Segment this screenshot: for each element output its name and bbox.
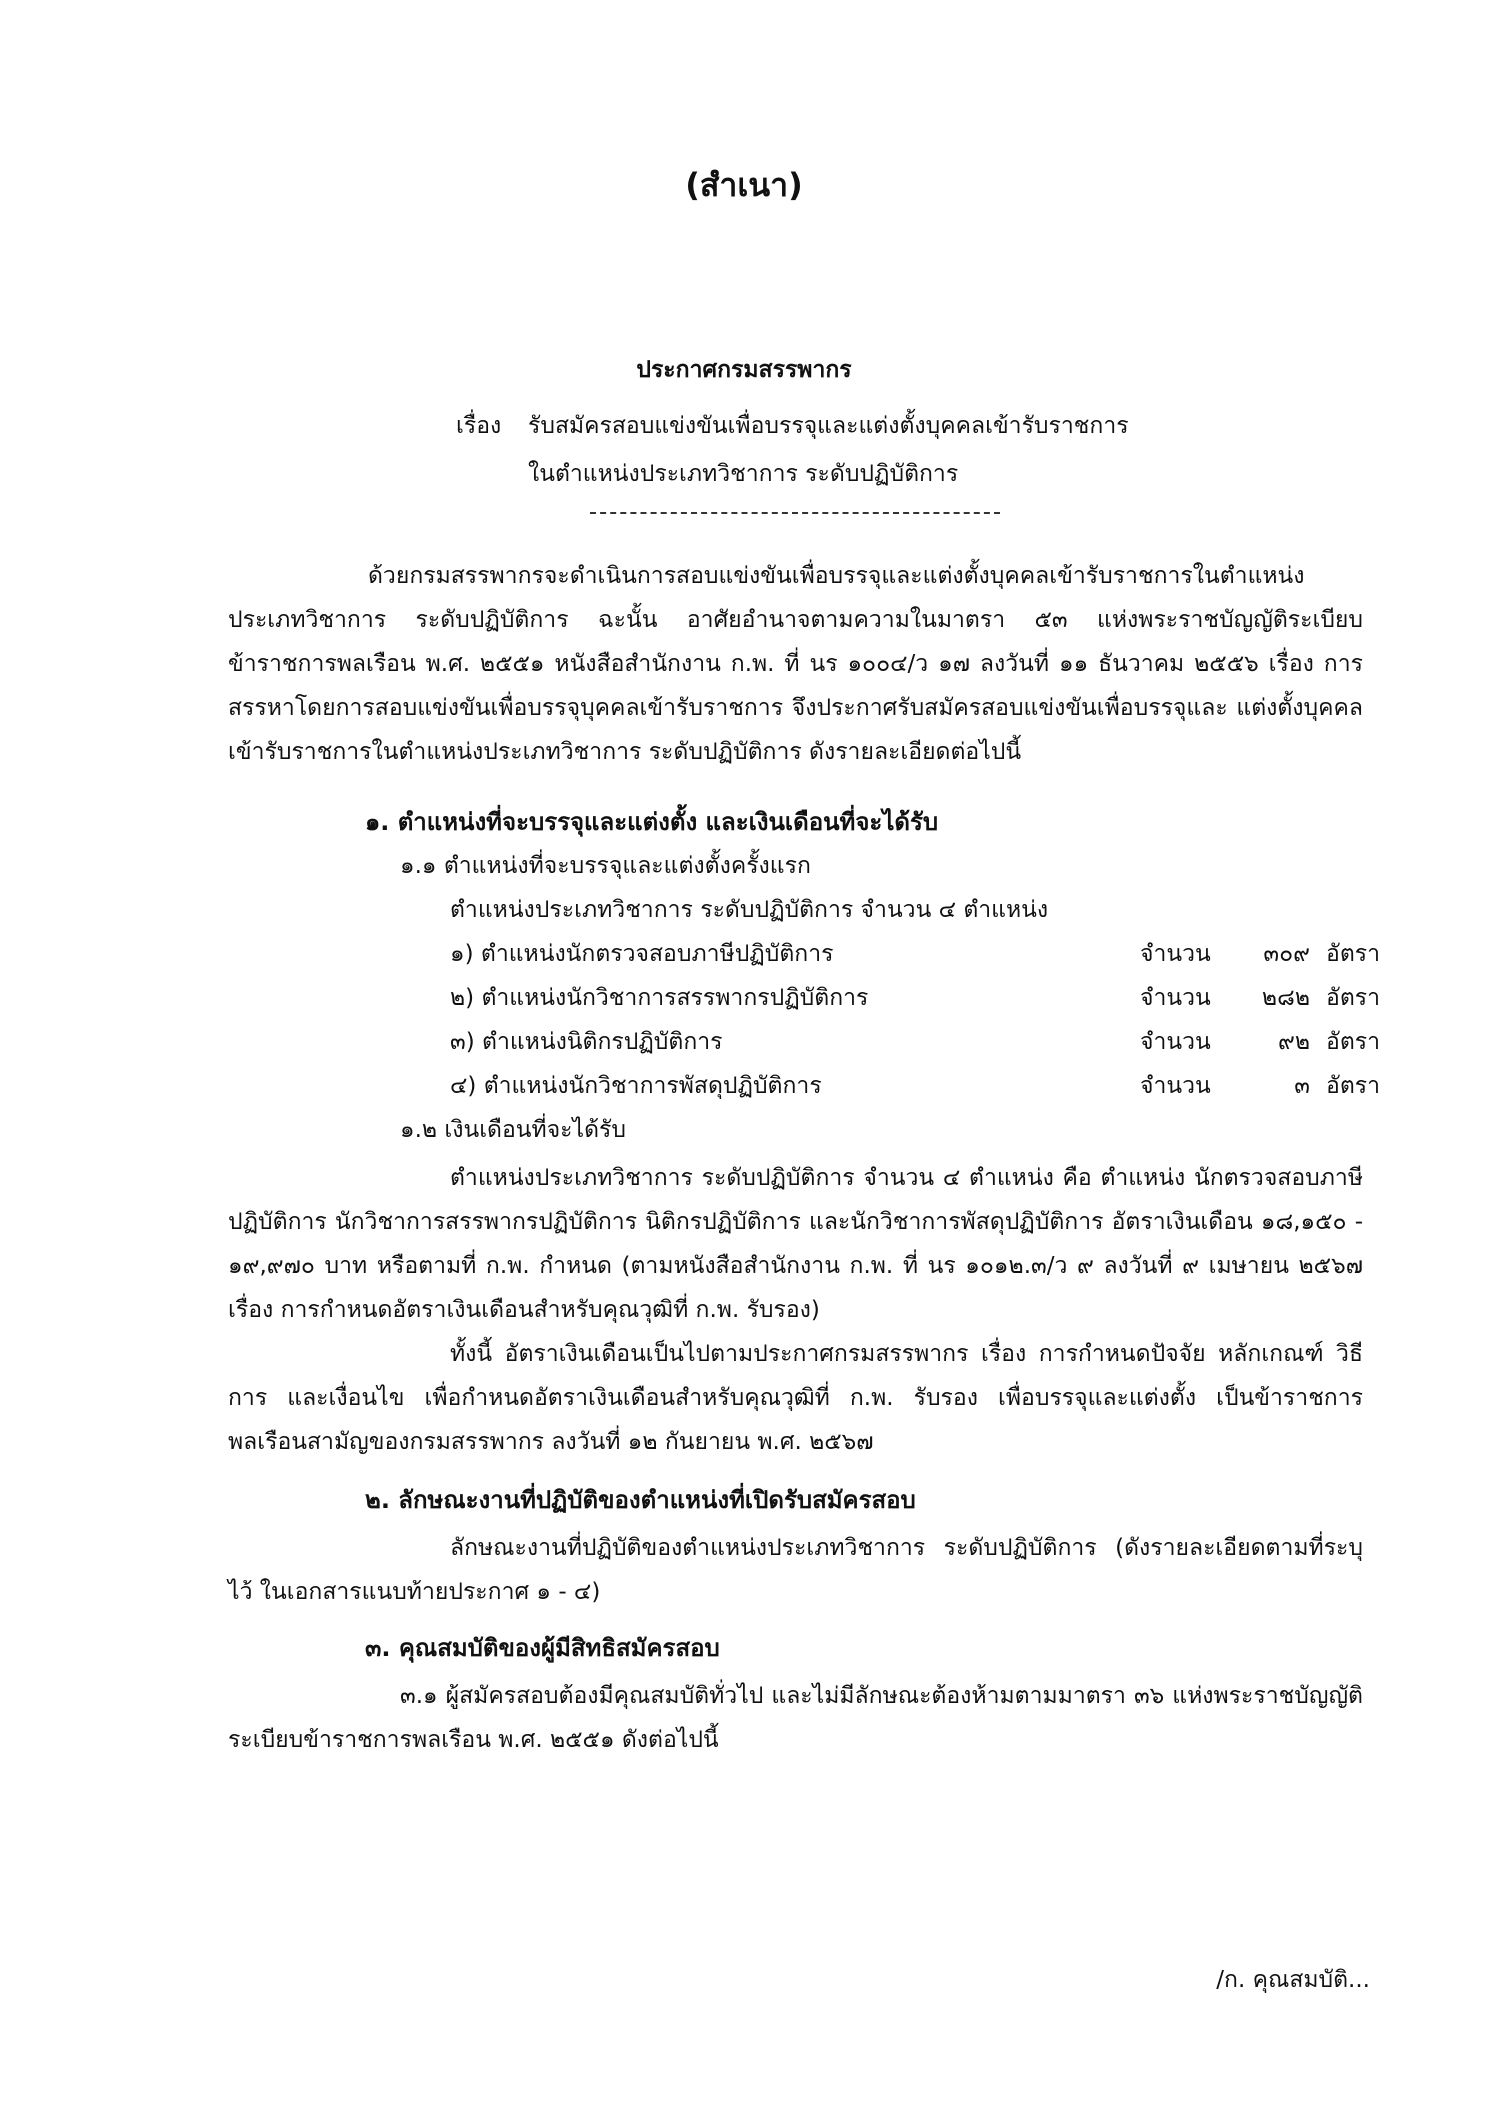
salary-paragraph [228,1156,1363,1332]
position-row [450,1068,1381,1112]
position-unit: อัตรา [1326,985,1381,1011]
position-count: ๓๐๙ [1263,941,1310,967]
copy-mark: (สำเนา) [685,166,803,204]
subject-text-1: รับสมัครสอบแข่งขันเพื่อบรรจุและแต่งตั้งบุคคลเข้ารับราชการ [528,413,1129,439]
position-name: ๑) ตำแหน่งนักตรวจสอบภาษีปฏิบัติการ [450,941,834,967]
separator-line [590,512,1000,514]
subject-line-2: ในตำแหน่งประเภทวิชาการ ระดับปฏิบัติการ [528,461,959,487]
position-unit: อัตรา [1326,941,1381,967]
continuation-reference: /ก. คุณสมบัติ... [1216,1967,1370,1993]
position-count: ๓ [1294,1073,1310,1099]
position-count-label: จำนวน [1140,985,1211,1011]
section-1-2-heading: ๑.๒ เงินเดือนที่จะได้รับ [400,1117,626,1143]
position-name: ๔) ตำแหน่งนักวิชาการพัสดุปฏิบัติการ [450,1073,822,1099]
position-unit: อัตรา [1326,1029,1381,1055]
position-row [450,980,1381,1024]
salary-note-paragraph [228,1332,1363,1464]
position-unit: อัตรา [1326,1073,1381,1099]
position-name: ๓) ตำแหน่งนิติกรปฏิบัติการ [450,1029,723,1055]
position-count-label: จำนวน [1140,1073,1211,1099]
position-count: ๒๘๒ [1261,985,1310,1011]
intro-paragraph [228,554,1363,774]
section-2-paragraph [228,1526,1363,1614]
subject-line-1 [456,408,1129,444]
section-2-heading: ๒. ลักษณะงานที่ปฏิบัติของตำแหน่งที่เปิดรับสมัครสอบ [365,1486,916,1514]
salary-text: ตำแหน่งประเภทวิชาการ ระดับปฏิบัติการ จำนวน ๔ ตำแหน่ง คือ ตำแหน่ง นักตรวจสอบภาษีปฏิบัติการ นักวิชาการสรรพากรปฏิบัติการ นิติกรปฏิบัติการ และนักวิชาการพัสดุปฏิบัติการ อัตราเงินเดือน ๑๘,๑๕๐ - ๑๙,๙๗๐ บาท หรือตามที่ ก.พ. กำหนด (ตามหนังสือสำนักงาน ก.พ. ที่ นร ๑๐๑๒.๓/ว ๙ ลงวันที่ ๙ เมษายน ๒๕๖๗ เรื่อง การกำหนดอัตราเงินเดือนสำหรับคุณวุฒิที่ ก.พ. รับรอง) [228,1165,1363,1323]
section-1-1-intro: ตำแหน่งประเภทวิชาการ ระดับปฏิบัติการ จำนวน ๔ ตำแหน่ง [450,897,1049,923]
salary-note-text: ทั้งนี้ อัตราเงินเดือนเป็นไปตามประกาศกรมสรรพากร เรื่อง การกำหนดปัจจัย หลักเกณฑ์ วิธีการ และเงื่อนไข เพื่อกำหนดอัตราเงินเดือนสำหรับคุณวุฒิที่ ก.พ. รับรอง เพื่อบรรจุและแต่งตั้ง เป็นข้าราชการพลเรือนสามัญของกรมสรรพากร ลงวันที่ ๑๒ กันยายน พ.ศ. ๒๕๖๗ [228,1341,1363,1455]
position-row [450,1024,1381,1068]
position-row [450,936,1381,980]
subject-label: เรื่อง [456,413,502,439]
section-1-heading: ๑. ตำแหน่งที่จะบรรจุและแต่งตั้ง และเงินเดือนที่จะได้รับ [365,808,939,836]
section-2-text: ลักษณะงานที่ปฏิบัติของตำแหน่งประเภทวิชาการ ระดับปฏิบัติการ (ดังรายละเอียดตามที่ระบุไว้ ในเอกสารแนบท้ายประกาศ ๑ - ๔) [228,1535,1363,1605]
section-3-paragraph [228,1674,1363,1762]
section-1-1-heading: ๑.๑ ตำแหน่งที่จะบรรจุและแต่งตั้งครั้งแรก [400,853,811,879]
notice-title: ประกาศกรมสรรพากร [636,357,852,383]
section-3-text: ๓.๑ ผู้สมัครสอบต้องมีคุณสมบัติทั่วไป และไม่มีลักษณะต้องห้ามตามมาตรา ๓๖ แห่งพระราชบัญญัติระเบียบข้าราชการพลเรือน พ.ศ. ๒๕๕๑ ดังต่อไปนี้ [228,1683,1363,1753]
position-count-label: จำนวน [1140,941,1211,967]
section-3-heading: ๓. คุณสมบัติของผู้มีสิทธิสมัครสอบ [365,1634,720,1662]
intro-text: ด้วยกรมสรรพากรจะดำเนินการสอบแข่งขันเพื่อบรรจุและแต่งตั้งบุคคลเข้ารับราชการในตำแหน่ง ประเภทวิชาการ ระดับปฏิบัติการ ฉะนั้น อาศัยอำนาจตามความในมาตรา ๕๓ แห่งพระราชบัญญัติระเบียบ ข้าราชการพลเรือน พ.ศ. ๒๕๕๑ หนังสือสำนักงาน ก.พ. ที่ นร ๑๐๐๔/ว ๑๗ ลงวันที่ ๑๑ ธันวาคม ๒๕๕๖ เรื่อง การสรรหาโดยการสอบแข่งขันเพื่อบรรจุบุคคลเข้ารับราชการ จึงประกาศรับสมัครสอบแข่งขันเพื่อบรรจุและ แต่งตั้งบุคคลเข้ารับราชการในตำแหน่งประเภทวิชาการ ระดับปฏิบัติการ ดังรายละเอียดต่อไปนี้ [228,563,1363,765]
position-count: ๙๒ [1277,1029,1310,1055]
position-count-label: จำนวน [1140,1029,1211,1055]
position-name: ๒) ตำแหน่งนักวิชาการสรรพากรปฏิบัติการ [450,985,869,1011]
